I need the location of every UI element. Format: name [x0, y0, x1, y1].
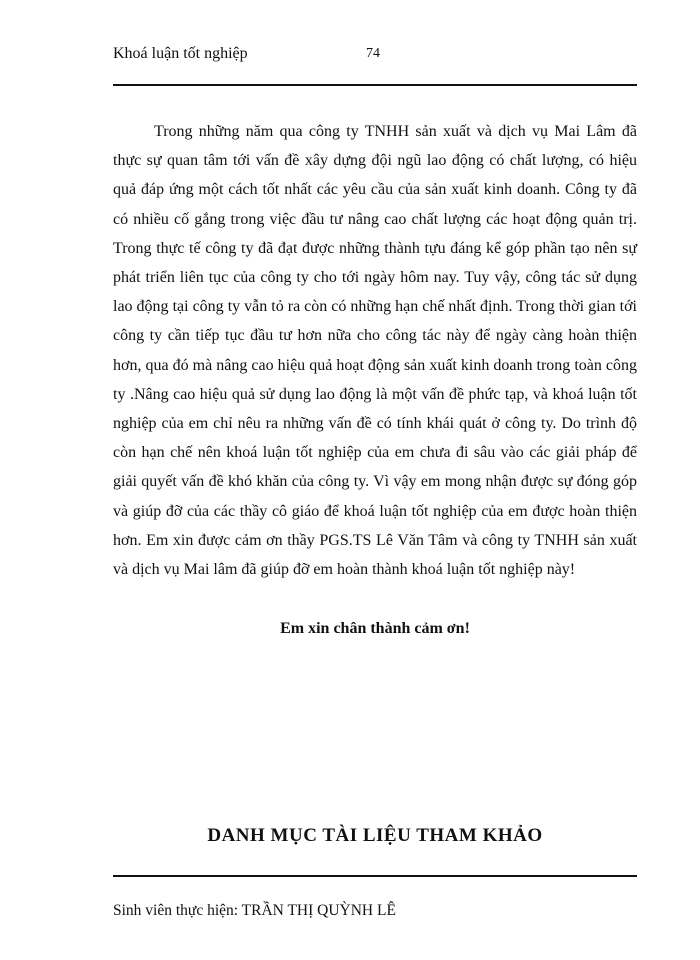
- body-paragraph: Trong những năm qua công ty TNHH sản xuất và dịch vụ Mai Lâm đã thực sự quan tâm tới vấn đề xây dựng đội ngũ lao động có chất lượng, có hiệu quả đáp ứng một cách tốt nhất các yêu cầu của sản xuất kinh doanh. Công ty đã có nhiều cố gắng trong việc đầu tư nâng cao chất lượng các hoạt động quản trị. Trong thực tế công ty đã đạt được những thành tựu đáng kể góp phần tạo nên sự phát triển liên tục của công ty cho tới ngày hôm nay. Tuy vậy, công tác sử dụng lao động tại công ty vẫn tỏ ra còn có những hạn chế nhất định. Trong thời gian tới công ty cần tiếp tục đầu tư hơn nữa cho công tác này để ngày càng hoàn thiện hơn, qua đó mà nâng cao hiệu quả hoạt động sản xuất kinh doanh trong toàn công ty .Nâng cao hiệu quả sử dụng lao động là một vấn đề phức tạp, và khoá luận tốt nghiệp của em chỉ nêu ra những vấn đề có tính khái quát ở công ty. Do trình độ còn hạn chế nên khoá luận tốt nghiệp của em chưa đi sâu vào các giải pháp để giải quyết vấn đề khó khăn của công ty. Vì vậy em mong nhận được sự đóng góp và giúp đỡ của các thầy cô giáo để khoá luận tốt nghiệp của em được hoàn thiện hơn. Em xin được cảm ơn thầy PGS.TS Lê Văn Tâm và công ty TNHH sản xuất và dịch vụ Mai lâm đã giúp đỡ em hoàn thành khoá luận tốt nghiệp này!: [113, 123, 637, 579]
- header-title: Khoá luận tốt nghiệp: [113, 45, 248, 62]
- page-number: 74: [366, 46, 380, 61]
- references-heading: DANH MỤC TÀI LIỆU THAM KHẢO: [207, 825, 543, 846]
- footer-divider: [113, 875, 637, 877]
- footer-author: Sinh viên thực hiện: TRẦN THỊ QUỲNH LÊ: [113, 902, 396, 919]
- closing-thanks: Em xin chân thành cảm ơn!: [280, 620, 470, 637]
- header-divider: [113, 84, 637, 86]
